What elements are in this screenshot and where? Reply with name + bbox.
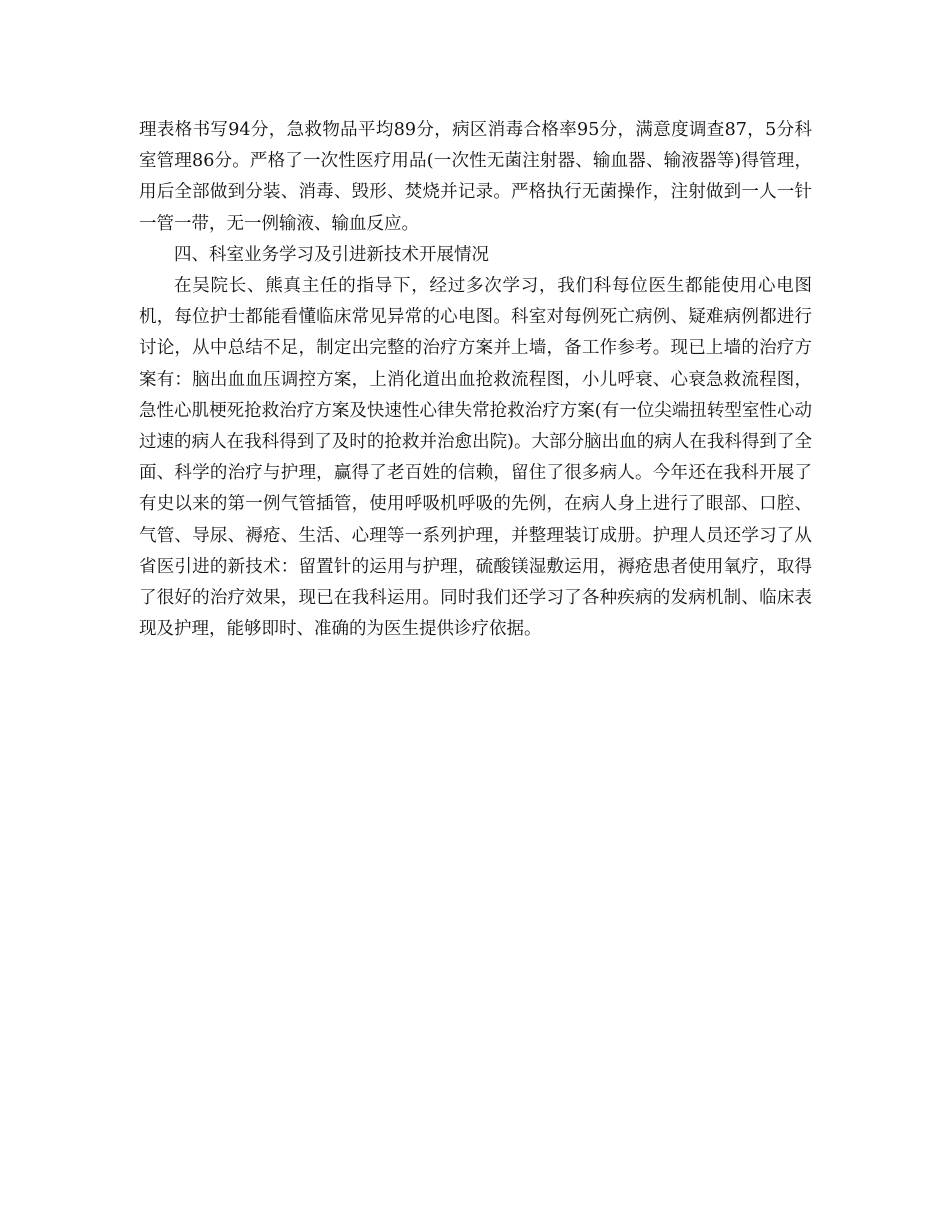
document-body [139, 115, 812, 645]
paragraph-continued-report: 理表格书写94分，急救物品平均89分，病区消毒合格率95分，满意度调查87，5分科室管理86分。严格了一次性医疗用品(一次性无菌注射器、输血器、输液器等)得管理，用后全部做到分装、消毒、毁形、焚烧并记录。严格执行无菌操作，注射做到一人一针一管一带，无一例输液、输血反应。 [139, 120, 812, 234]
paragraph-learning-new-tech: 在吴院长、熊真主任的指导下，经过多次学习，我们科每位医生都能使用心电图机，每位护士都能看懂临床常见异常的心电图。科室对每例死亡病例、疑难病例都进行讨论，从中总结不足，制定出完整的治疗方案并上墙，备工作参考。现已上墙的治疗方案有：脑出血血压调控方案，上消化道出血抢救流程图，小儿呼衰、心衰急救流程图，急性心肌梗死抢救治疗方案及快速性心律失常抢救治疗方案(有一位尖端扭转型室性心动过速的病人在我科得到了及时的抢救并治愈出院)。大部分脑出血的病人在我科得到了全面、科学的治疗与护理，赢得了老百姓的信赖，留住了很多病人。今年还在我科开展了有史以来的第一例气管插管，使用呼吸机呼吸的先例，在病人身上进行了眼部、口腔、气管、导尿、褥疮、生活、心理等一系列护理，并整理装订成册。护理人员还学习了从省医引进的新技术：留置针的运用与护理，硫酸镁湿敷运用，褥疮患者使用氧疗，取得了很好的治疗效果，现已在我科运用。同时我们还学习了各种疾病的发病机制、临床表现及护理，能够即时、准确的为医生提供诊疗依据。 [139, 276, 812, 640]
section-heading-four: 四、科室业务学习及引进新技术开展情况 [174, 244, 489, 265]
